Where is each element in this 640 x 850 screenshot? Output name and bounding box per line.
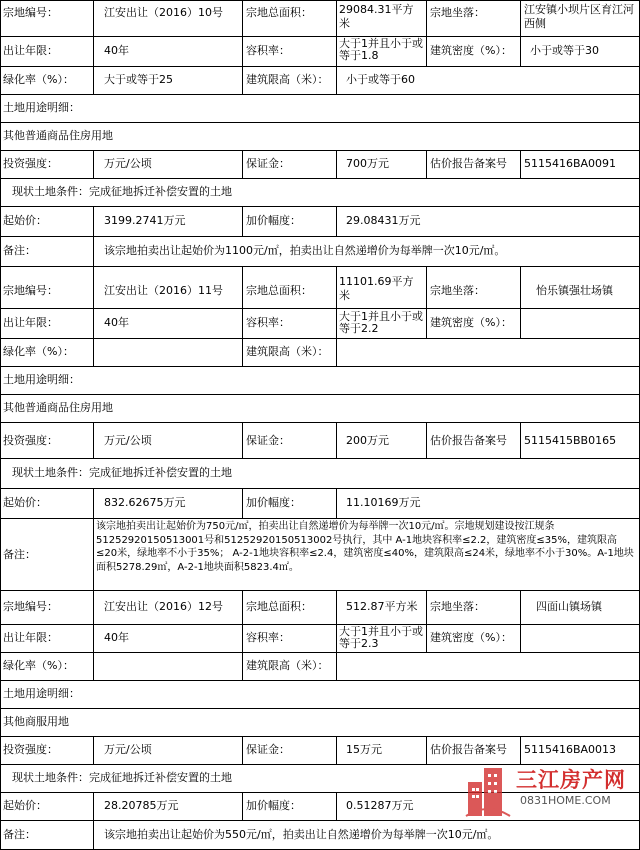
investment: 万元/公顷	[104, 434, 152, 447]
note: 该宗地拍卖出让起始价为550元/㎡，拍卖出让自然递增价为每举牌一次10元/㎡。	[104, 828, 499, 841]
deposit: 700万元	[346, 157, 389, 170]
note-label: 备注：	[3, 828, 36, 841]
far-label: 容积率：	[246, 316, 290, 329]
land-condition: 现状土地条件：完成征地拆迁补偿安置的土地	[12, 466, 232, 479]
watermark-url: 0831HOME.COM	[520, 794, 611, 807]
land-use: 其他普通商品住房用地	[3, 129, 113, 142]
far: 大于1并且小于或等于1.8	[339, 37, 423, 62]
parcel-id-label: 宗地编号：	[3, 600, 58, 613]
location: 江安镇小坝片区育江河西侧	[524, 3, 634, 30]
total-area: 512.87平方米	[346, 600, 418, 613]
increment: 11.10169万元	[346, 496, 421, 509]
start-price-label: 起始价：	[3, 496, 47, 509]
report-no-label: 估价报告备案号	[430, 157, 507, 170]
total-area: 29084.31平方米	[339, 3, 414, 30]
investment: 万元/公顷	[104, 157, 152, 170]
investment-label: 投资强度：	[3, 743, 58, 756]
location-label: 宗地坐落：	[430, 6, 485, 19]
height-limit: 小于或等于60	[346, 73, 415, 86]
parcel-id: 江安出让（2016）12号	[104, 600, 223, 613]
deposit: 15万元	[346, 743, 382, 756]
investment-label: 投资强度：	[3, 157, 58, 170]
green-rate-label: 绿化率（%）：	[3, 659, 74, 672]
parcel-id-label: 宗地编号：	[3, 6, 58, 19]
density-label: 建筑密度（%）：	[430, 44, 512, 57]
land-use-label: 土地用途明细：	[3, 101, 80, 114]
parcel-id: 江安出让（2016）11号	[104, 284, 223, 297]
increment-label: 加价幅度：	[246, 496, 301, 509]
deposit: 200万元	[346, 434, 389, 447]
increment-label: 加价幅度：	[246, 799, 301, 812]
term: 40年	[104, 44, 129, 57]
report-no-label: 估价报告备案号	[430, 743, 507, 756]
height-limit-label: 建筑限高（米）：	[246, 73, 329, 86]
land-use-label: 土地用途明细：	[3, 373, 80, 386]
density-label: 建筑密度（%）：	[430, 316, 512, 329]
deposit-label: 保证金：	[246, 434, 290, 447]
total-area: 11101.69平方米	[339, 275, 414, 302]
land-use: 其他普通商品住房用地	[3, 401, 113, 414]
term-label: 出让年限：	[3, 316, 58, 329]
report-no-label: 估价报告备案号	[430, 434, 507, 447]
height-limit-label: 建筑限高（米）：	[246, 659, 329, 672]
far: 大于1并且小于或等于2.2	[339, 310, 423, 335]
note: 该宗地拍卖出让起始价为750元/㎡，拍卖出让自然递增价为每举牌一次10元/㎡。宗地规划建设按江规条51252920150513001号和5125292015051300​2号执行，其中 A-1地块容积率≤2.2，建筑密度≤35%，建筑限高≤20米，绿地率不小于35%； A-2-1地块容积率≤2.4，建筑密度≤40%，建筑限高≤24米，绿地率不小于30%。A-1地块面积5278.29㎡，A-2-1地块面积5823.4㎡。	[96, 521, 634, 573]
land-condition: 现状土地条件：完成征地拆迁补偿安置的土地	[12, 185, 232, 198]
green-rate-label: 绿化率（%）：	[3, 345, 74, 358]
start-price-label: 起始价：	[3, 799, 47, 812]
green-rate: 大于或等于25	[104, 73, 173, 86]
density-label: 建筑密度（%）：	[430, 631, 512, 644]
total-area-label: 宗地总面积：	[246, 284, 312, 297]
total-area-label: 宗地总面积：	[246, 600, 312, 613]
term: 40年	[104, 316, 129, 329]
watermark-title: 三江房产网	[516, 768, 626, 792]
far-label: 容积率：	[246, 631, 290, 644]
deposit-label: 保证金：	[246, 743, 290, 756]
start-price: 832.62675万元	[104, 496, 186, 509]
term: 40年	[104, 631, 129, 644]
total-area-label: 宗地总面积：	[246, 6, 312, 19]
investment: 万元/公顷	[104, 743, 152, 756]
land-use: 其他商服用地	[3, 715, 69, 728]
report-no: 5115416BA0013	[524, 743, 617, 756]
density: 小于或等于30	[530, 44, 599, 57]
increment: 0.51287万元	[346, 799, 414, 812]
note-label: 备注：	[3, 548, 36, 561]
far: 大于1并且小于或等于2.3	[339, 625, 423, 650]
note-label: 备注：	[3, 244, 36, 257]
parcel-id: 江安出让（2016）10号	[104, 6, 223, 19]
report-no: 5115416BA0091	[524, 157, 617, 170]
location-label: 宗地坐落：	[430, 600, 485, 613]
land-use-label: 土地用途明细：	[3, 687, 80, 700]
parcel-id-label: 宗地编号：	[3, 284, 58, 297]
start-price: 3199.2741万元	[104, 214, 186, 227]
location-label: 宗地坐落：	[430, 284, 485, 297]
term-label: 出让年限：	[3, 44, 58, 57]
investment-label: 投资强度：	[3, 434, 58, 447]
location: 四面山镇场镇	[536, 600, 602, 613]
height-limit-label: 建筑限高（米）：	[246, 345, 329, 358]
note: 该宗地拍卖出让起始价为1100元/㎡，拍卖出让自然递增价为每举牌一次10元/㎡。	[104, 244, 506, 257]
term-label: 出让年限：	[3, 631, 58, 644]
building-logo-icon	[464, 762, 512, 818]
land-condition: 现状土地条件：完成征地拆迁补偿安置的土地	[12, 771, 232, 784]
report-no: 5115415BB0165	[524, 434, 617, 447]
green-rate-label: 绿化率（%）：	[3, 73, 74, 86]
deposit-label: 保证金：	[246, 157, 290, 170]
increment-label: 加价幅度：	[246, 214, 301, 227]
far-label: 容积率：	[246, 44, 290, 57]
location: 怡乐镇强壮场镇	[536, 284, 613, 297]
increment: 29.08431万元	[346, 214, 421, 227]
start-price-label: 起始价：	[3, 214, 47, 227]
site-watermark	[464, 762, 634, 818]
start-price: 28.20785万元	[104, 799, 179, 812]
